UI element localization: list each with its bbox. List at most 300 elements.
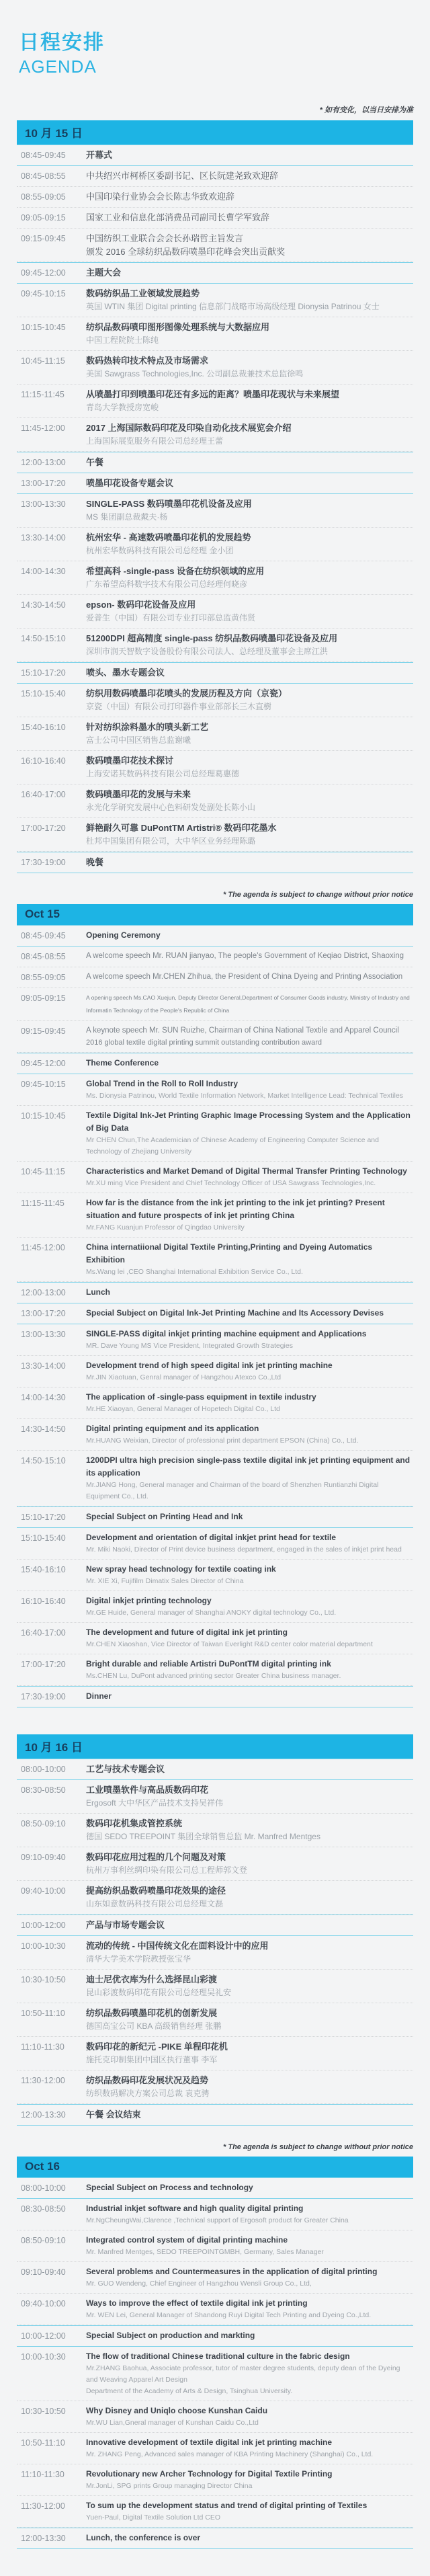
row-speaker: Mr. Manfred Mentges, SEDO TREEPOINTGMBH, Germany, Sales Manager [86,2248,324,2256]
row-content [86,1763,413,1776]
row-speaker: Mr.JIANG Hong, General manager and Chairman of the board of Shenzhen Runtianzhi Digital Equipment Co., Ltd. [86,1481,379,1500]
row-title: 迪士尼优衣库为什么选择昆山彩渡 [86,1974,218,1984]
row-title: 数码纺织品工业领域发展趋势 [86,288,200,298]
row-content [86,1197,413,1234]
row-speaker: Mr.CHEN Xiaoshan, Vice Director of Taiwan Everlight R&D center color material department [86,1640,373,1648]
row-time: 10:50-11:10 [21,2009,65,2018]
row-speaker: Mr.FANG Kuanjun Professor of Qingdao University [86,1223,245,1232]
row-speaker: Mr.ZHANG Baohua, Associate professor, tutor of master degree students, deputy dean of the Dyeing and Weaving Apparel Art Design [86,2364,400,2384]
row-time: 11:10-11:30 [21,2042,64,2052]
section-rows [17,925,413,1707]
agenda-row [17,1451,413,1506]
row-time: 14:30-14:50 [21,1424,66,1434]
row-time: 09:05-09:15 [21,994,66,1003]
section-header: Oct 16 [17,2157,413,2177]
row-time: 11:30-12:00 [21,2501,65,2511]
row-speaker: Mr. Miki Naoki, Director of Print device business department, engaged in the sales of inkjet print head [86,1545,402,1554]
section-rows [17,1759,413,2126]
row-title: A opening speech Ms.CAO Xuejun, Deputy Director General,Department of Consumer Goods industry, Ministry of Industry and Informatin Technology of the People's Republic of China [86,994,410,1014]
row-speaker: Mr.GE Huide, General manager of Shanghai ANOKY digital technology Co., Ltd. [86,1609,337,1617]
agenda-row [17,2177,413,2199]
row-title: Integrated control system of digital printing machine [86,2235,288,2245]
row-content [86,992,413,1017]
row-time: 08:55-09:05 [21,192,66,202]
agenda-row [17,595,413,629]
row-time: 09:15-09:45 [21,234,66,243]
row-content [86,421,413,448]
row-title: A keynote speech Mr. SUN Ruizhe, Chairman of China National Textile and Apparel Council [86,1027,399,1035]
row-speaker: 2016 global textile digital printing summit outstanding contribution award [86,1039,322,1047]
row-title: Development trend of high speed digital ink jet printing machine [86,1361,333,1370]
agenda-row [17,947,413,967]
row-content [86,1884,413,1910]
agenda-row [17,2528,413,2549]
row-title: 午餐 [86,457,104,467]
row-time: 16:40-17:00 [21,1628,66,1638]
row-time: 09:40-10:00 [21,1886,66,1896]
row-content [86,754,413,780]
agenda-row [17,2464,413,2496]
row-title: The development and future of digital ink jet printing [86,1627,288,1637]
row-time: 14:50-15:10 [21,634,66,643]
row-content [86,1307,413,1320]
row-time: 09:15-09:45 [21,1027,66,1036]
row-speaker: 杜邦中国集团有限公司，大中华区业务经理陈璐 [86,836,256,846]
agenda-row [17,1053,413,1074]
agenda-row [17,1970,413,2003]
agenda-row [17,2401,413,2433]
row-title: 2017 上海国际数码印花及印染自动化技术展览会介绍 [86,423,292,433]
row-title: Opening Ceremony [86,930,161,940]
row-content [86,388,413,414]
row-content [86,211,413,225]
row-speaker: 清华大学美术学院教授张宝华 [86,1954,191,1964]
row-time: 08:45-08:55 [21,171,66,181]
row-title: Lunch [86,1287,110,1297]
row-time: 08:00-10:00 [21,2183,66,2193]
row-speaker: Ms.CHEN Lu, DuPont advanced printing sector Greater China business manager. [86,1672,341,1680]
agenda-row [17,284,413,317]
row-time: 10:15-10:45 [21,323,66,332]
row-content [86,1422,413,1447]
agenda-row [17,629,413,662]
agenda-row [17,166,413,187]
row-time: 17:30-19:00 [21,1692,66,1701]
row-content [86,1563,413,1587]
row-title: To sum up the development status and trend of digital printing of Textiles [86,2501,368,2510]
agenda-row [17,717,413,751]
row-time: 10:45-11:15 [21,356,65,366]
row-content [86,1658,413,1682]
change-note-zh: * 如有变化，以当日安排为准 [319,106,413,114]
row-time: 14:00-14:30 [21,1393,66,1402]
row-title: Dinner [86,1691,112,1701]
row-speaker: 美国 Sawgrass Technologies,Inc. 公司副总裁兼技术总监徐鸣 [86,369,304,378]
row-time: 11:10-11:30 [21,2470,64,2479]
row-title: 51200DPI 超高精度 single-pass 纺织品数码喷墨印花设备及应用 [86,633,338,643]
row-content [86,2265,413,2290]
section-rows [17,2177,413,2549]
row-title: 数码热转印技术特点及市场需求 [86,356,209,366]
row-time: 13:00-13:30 [21,499,66,509]
row-time: 09:45-10:15 [21,1080,66,1089]
row-time: 10:15-10:45 [21,1111,66,1121]
row-title: 纺织品数码喷印图形图像处理系统与大数据应用 [86,322,270,332]
row-time: 16:40-17:00 [21,790,66,799]
agenda-row [17,494,413,528]
row-content [86,1817,413,1843]
agenda-section-Oct-16 [17,2157,413,2549]
row-speaker: 昆山彩渡数码印花有限公司总经理吴礼安 [86,1988,232,1997]
row-content [86,788,413,814]
row-title: 数码印花的新纪元 -PIKE 单程印花机 [86,2042,228,2052]
row-title: 从喷墨打印到喷墨印花还有多远的距离？喷墨印花现状与未来展望 [86,389,340,399]
row-title: 中共绍兴市柯桥区委副书记、区长阮建尧致欢迎辞 [86,171,279,181]
row-speaker: 上海安诺其数码科技有限公司总经理葛惠德 [86,769,240,778]
row-time: 08:00-10:00 [21,1765,66,1774]
row-content [86,1939,413,1966]
row-speaker: 德国高宝公司 KBA 高级销售经理 张鹏 [86,2021,222,2031]
row-content [86,821,413,848]
row-time: 16:10-16:40 [21,1597,66,1606]
row-time: 13:30-14:00 [21,1361,66,1371]
agenda-row [17,2325,413,2347]
row-speaker: MS 集团副总裁戴夫·杨 [86,512,168,522]
row-time: 09:45-12:00 [21,268,66,278]
row-speaker: 中国工程院院士陈纯 [86,335,159,345]
row-title: 午餐 会议结束 [86,2109,141,2120]
row-speaker: 施托克印制集团中国区执行董事 李军 [86,2055,218,2064]
row-speaker: Mr.HUANG Weixian, Director of professional print department EPSON (China) Co., Ltd. [86,1437,359,1445]
agenda-row [17,1881,413,1915]
row-title: How far is the distance from the ink jet printing to the ink jet printing? Present situation and future prospects of ink jet printing China [86,1198,385,1220]
agenda-row [17,2037,413,2070]
row-content [86,531,413,557]
row-speaker: Mr. WEN Lei, General Manager of Shandong Ruyi Digital Tech Printing and Dyeing Co.,Ltd. [86,2311,372,2319]
row-content [86,1454,413,1502]
row-speaker: Ergosoft 大中华区产品技术支持吴祥伟 [86,1798,224,1808]
row-speaker: Ms. Dionysia Patrinou, World Textile Information Network, Market Intelligence Lead: Technical Textiles [86,1092,403,1100]
row-title: Digital inkjet printing technology [86,1596,212,1605]
agenda-row [17,187,413,208]
agenda-row [17,2496,413,2528]
row-content [86,2007,413,2033]
row-time: 09:05-09:15 [21,213,66,223]
row-speaker: 富士公司中国区销售总监谢曦 [86,735,191,745]
agenda-row [17,988,413,1021]
row-title: 开幕式 [86,150,113,160]
row-time: 09:40-10:00 [21,2299,66,2308]
agenda-row [17,473,413,494]
agenda-row [17,208,413,229]
agenda-row [17,2230,413,2262]
row-content [86,2040,413,2066]
row-content [86,950,413,963]
row-content [86,929,413,942]
agenda-row [17,2347,413,2401]
row-title: Theme Conference [86,1058,159,1068]
agenda-row [17,1936,413,1970]
row-title: 针对纺织涂料墨水的喷头新工艺 [86,722,209,732]
row-title: 工业喷墨软件与高品质数码印花 [86,1785,209,1795]
agenda-row [17,1847,413,1881]
row-speaker: Department of the Academy of Arts & Design, Tsinghua University. [86,2387,293,2395]
row-speaker: Yuen-Paul, Digital Textile Solution Ltd CEO [86,2513,221,2522]
agenda-row [17,1356,413,1387]
row-title: 希望高科 -single-pass 设备在纺织领域的应用 [86,566,265,576]
row-time: 10:00-12:00 [21,1921,66,1930]
row-title: Ways to improve the effect of textile digital ink jet printing [86,2298,308,2308]
row-content [86,598,413,625]
row-speaker: 英国 WTIN 集团 Digital printing 信息部门战略市场高级经理 Dionysia Patrinou 女士 [86,302,380,311]
agenda-row [17,2104,413,2126]
agenda-row [17,818,413,852]
section-gap [17,1707,413,1732]
row-content [86,232,413,258]
row-time: 10:00-12:00 [21,2331,66,2341]
row-title: New spray head technology for textile coating ink [86,1564,276,1574]
row-content [86,477,413,490]
row-time: 08:30-08:50 [21,2204,66,2214]
agenda-row [17,2003,413,2037]
row-title: Lunch, the conference is over [86,2533,201,2542]
row-speaker: 纺织数码解决方案公司总裁 袁克骋 [86,2089,210,2098]
row-time: 12:00-13:00 [21,458,66,467]
agenda-row [17,784,413,818]
row-title: Special Subject on production and markting [86,2331,255,2340]
row-title: 喷头、墨水专题会议 [86,668,165,678]
row-content [86,2202,413,2226]
row-speaker: Mr.NgCheungWai,Clarence ,Technical support of Ergosoft product for Greater China [86,2216,349,2224]
row-content [86,1690,413,1703]
agenda-row [17,1193,413,1238]
row-time: 11:45-12:00 [21,424,65,433]
row-content [86,632,413,658]
agenda-row [17,1238,413,1282]
agenda-row [17,1780,413,1814]
agenda-row [17,351,413,385]
agenda-row [17,1419,413,1451]
agenda-row [17,1814,413,1847]
row-time: 15:10-15:40 [21,1533,66,1543]
row-title: The application of -single-pass equipment in textile industry [86,1392,316,1402]
agenda-row [17,2262,413,2294]
agenda-row [17,262,413,284]
row-content [86,2074,413,2100]
row-time: 14:30-14:50 [21,600,66,610]
row-title: 晚餐 [86,857,104,867]
row-content [86,1057,413,1070]
row-content [86,2436,413,2460]
row-time: 11:15-11:45 [21,1199,64,1208]
row-title: 纺织品数码印花发展状况及趋势 [86,2075,209,2085]
row-time: 08:55-09:05 [21,973,66,982]
row-title: Industrial inkjet software and high quality digital printing [86,2204,304,2213]
agenda-row [17,751,413,784]
row-title: 提高纺织品数码喷墨印花效果的途径 [86,1886,226,1896]
agenda-row [17,1654,413,1686]
row-title: 纺织用数码喷墨印花喷头的发展历程及方向（京瓷） [86,688,288,698]
row-title: 数码喷墨印花技术探讨 [86,756,174,766]
row-speaker: 广东希望高科数字技术有限公司总经理何晓彦 [86,579,248,589]
row-content [86,1391,413,1415]
row-content [86,149,413,162]
agenda-row [17,145,413,166]
row-time: 12:00-13:30 [21,2110,66,2120]
row-title: 数码印花应用过程的几个问题及对策 [86,1852,226,1862]
row-speaker: Ms.Wang lei ,CEO Shanghai International Exhibition Service Co., Ltd. [86,1268,303,1276]
agenda-row [17,1506,413,1528]
row-title: 中国纺织工业联合会会长孙瑞哲主旨发言 [86,233,244,243]
agenda-row [17,662,413,684]
row-time: 08:50-09:10 [21,1819,66,1828]
row-title: 杭州宏华 - 高速数码喷墨印花机的发展趋势 [86,532,251,542]
row-time: 11:30-12:00 [21,2076,65,2085]
row-time: 15:10-17:20 [21,1513,66,1522]
row-content [86,666,413,680]
agenda-row [17,1591,413,1623]
row-content [86,971,413,983]
agenda-row [17,2199,413,2230]
row-title: 数码印花机集成管控系统 [86,1818,183,1828]
row-speaker: MR. Dave Young MS Vice President, Integrated Growth Strategies [86,1342,293,1350]
row-content [86,2468,413,2492]
agenda-row [17,1387,413,1419]
row-content [86,497,413,524]
row-content [86,721,413,747]
row-content [86,354,413,380]
row-speaker: 山东如意数码科技有限公司总经理文磊 [86,1899,224,1908]
agenda-row [17,1074,413,1106]
agenda-row [17,1162,413,1193]
agenda-row [17,229,413,262]
row-speaker: Mr CHEN Chun,The Academician of Chinese Academy of Engineering Computer Science and Technology of Zhejiang University [86,1136,379,1156]
row-content [86,1851,413,1877]
row-speaker: Mr. GUO Wendeng, Chief Engineer of Hangzhou Wensli Group Co., Ltd, [86,2280,312,2288]
row-content [86,2405,413,2429]
row-time: 08:50-09:10 [21,2236,66,2245]
row-speaker: 青岛大学教授房宽峻 [86,403,159,412]
row-title: 流动的传统 - 中国传统文化在面料设计中的应用 [86,1941,269,1951]
row-title: Why Disney and Uniqlo choose Kunshan Caidu [86,2406,268,2415]
row-time: 10:00-10:30 [21,2352,66,2362]
agenda-row [17,452,413,473]
row-title: Special Subject on Digital Ink-Jet Printing Machine and Its Accessory Devises [86,1308,384,1318]
section-header: 10 月 15 日 [17,120,413,145]
row-title: Innovative development of textile digital ink jet printing machine [86,2438,333,2447]
agenda-row [17,1560,413,1591]
row-time: 09:10-09:40 [21,1853,66,1862]
row-content [86,1286,413,1299]
row-content [86,2234,413,2258]
agenda-row [17,1759,413,1780]
row-content [86,565,413,591]
row-content [86,2532,413,2544]
row-title: Textile Digital Ink-Jet Printing Graphic Image Processing System and the Application of Big Data [86,1111,411,1133]
row-title: SINGLE-PASS digital inkjet printing machine equipment and Applications [86,1329,367,1338]
agenda-row [17,1528,413,1560]
row-time: 11:15-11:45 [21,390,64,399]
row-time: 13:00-13:30 [21,1330,66,1339]
row-title: 鲜艳耐久可靠 DuPontTM Artistri® 数码印花墨水 [86,823,277,833]
agenda-row [17,2070,413,2104]
row-time: 17:00-17:20 [21,1660,66,1669]
row-title: Development and orientation of digital inkjet print head for textile [86,1533,337,1542]
row-content [86,1078,413,1102]
row-title: 数码喷墨印花的发展与未来 [86,789,191,799]
agenda-row [17,684,413,717]
row-title: The flow of traditional Chinese traditional culture in the fabric design [86,2351,350,2361]
row-content [86,1511,413,1523]
agenda-row [17,1106,413,1162]
section-header: Oct 15 [17,904,413,925]
page-header [17,7,413,81]
row-time: 14:00-14:30 [21,567,66,576]
agenda-row [17,317,413,351]
row-content [86,1165,413,1189]
row-speaker: 永光化学研究发展中心色料研发处副处长陈小山 [86,803,256,812]
row-content [86,266,413,280]
row-content [86,190,413,204]
row-speaker: Mr.WU Lian,Gneral manager of Kunshan Caidu Co.,Ltd [86,2419,259,2427]
row-title: Bright durable and reliable Artistri DuPontTM digital printing ink [86,1659,331,1668]
agenda-row [17,925,413,947]
agenda-row [17,528,413,561]
row-title: 产品与市场专题会议 [86,1920,165,1930]
row-speaker: 爱普生（中国）有限公司专业打印部总监黄伟贤 [86,613,256,622]
section-header: 10 月 16 日 [17,1734,413,1759]
row-time: 15:40-16:10 [21,1565,66,1574]
row-content [86,2297,413,2321]
row-title: Special Subject on Printing Head and Ink [86,1512,243,1521]
row-title: Characteristics and Market Demand of Digital Thermal Transfer Printing Technology [86,1166,407,1176]
row-content [86,1973,413,1999]
row-title: 纺织品数码喷墨印花机的创新发展 [86,2008,218,2018]
row-time: 08:45-09:45 [21,151,66,160]
row-speaker: Mr.XU ming Vice President and Chief Technology Officer of USA Sawgrass Technologies,Inc. [86,1179,376,1187]
row-content [86,1626,413,1650]
row-speaker: Mr.JonLi, SPG prints Group managing Director China [86,2482,253,2490]
row-title: A welcome speech Mr.CHEN Zhihua, the President of China Dyeing and Printing Association [86,973,403,981]
row-time: 09:45-12:00 [21,1059,66,1068]
row-title: 中国印染行业协会会长陈志华致欢迎辞 [86,192,235,202]
row-speaker: Mr.JIN Xiaotuan, Genral manager of Hangzhou Atexco Co.,Ltd [86,1373,282,1381]
agenda-row [17,1623,413,1654]
page-title: 日程安排 [19,32,105,54]
section-rows [17,145,413,873]
agenda-row [17,1021,413,1053]
agenda-row [17,385,413,418]
row-time: 10:30-10:50 [21,2407,66,2416]
row-speaker: 上海国际展览服务有限公司总经理王蕾 [86,436,224,446]
row-title: 喷墨印花设备专题会议 [86,478,174,488]
agenda-row [17,852,413,873]
agenda-row [17,2294,413,2325]
row-content [86,1783,413,1810]
row-time: 08:45-09:45 [21,931,66,940]
row-content [86,321,413,347]
row-time: 17:00-17:20 [21,823,66,833]
row-time: 10:30-10:50 [21,1975,66,1984]
row-speaker: Mr.HE Xiaoyan, General Manager of Hopetech Digital Co., Ltd [86,1405,280,1413]
row-time: 09:10-09:40 [21,2267,66,2277]
row-content [86,2181,413,2194]
row-title: A welcome speech Mr. RUAN jianyao, The people's Government of Keqiao District, Shaoxing [86,952,404,960]
row-title: epson- 数码印花设备及应用 [86,600,196,610]
agenda-row [17,561,413,595]
row-content [86,1595,413,1619]
row-content [86,687,413,713]
